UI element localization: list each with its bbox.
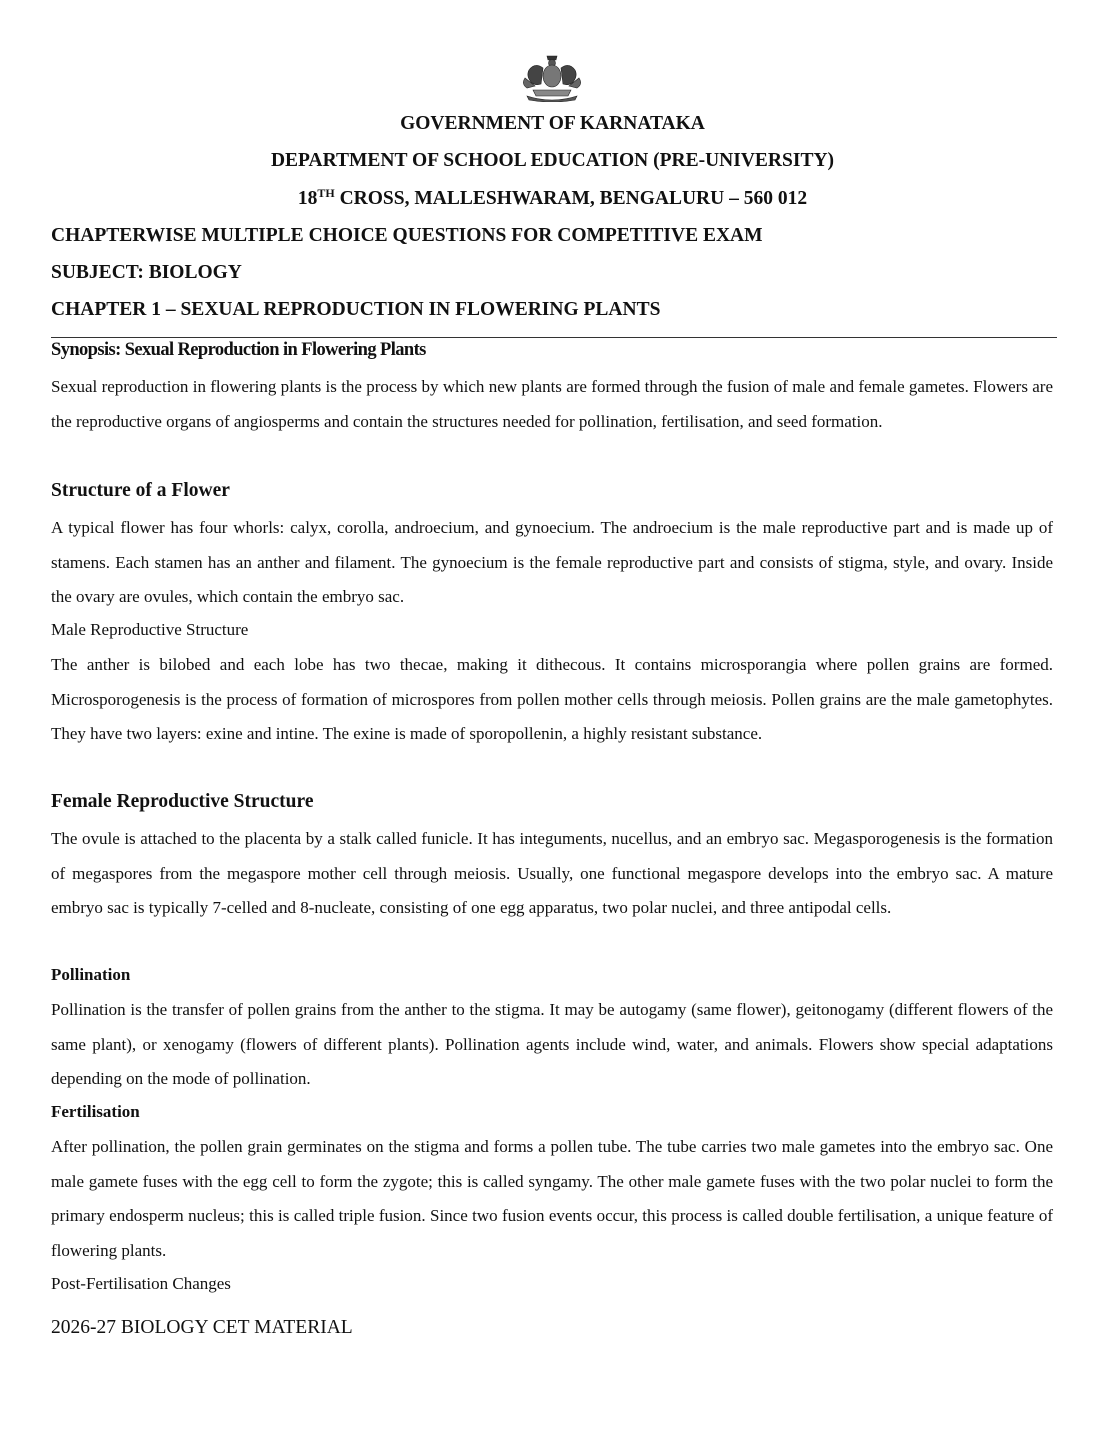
fertilisation-paragraph: After pollination, the pollen grain germinates on the stigma and forms a pollen tube. The tube carries two male gametes into the embryo sac. One male gamete fuses with the egg cell to form the zygote; this is called syngamy. The other male gamete fuses with the two polar nuclei to form the primary endosperm nucleus; this is called triple fusion. Since two fusion events occur, this process is called double fertilisation, a unique feature of flowering plants.: [51, 1137, 1053, 1260]
female-paragraph: The ovule is attached to the placenta by a stalk called funicle. It has integuments, nucellus, and an embryo sac. Megasporogenesis is the formation of megaspores from the megaspore mother cell through meiosis. Usually, one functional megaspore develops into the embryo sac. A mature embryo sac is typically 7-celled and 8-nucleate, consisting of one egg apparatus, two polar nuclei, and three antipodal cells.: [51, 829, 1053, 917]
post-fertilisation-heading: Post-Fertilisation Changes: [51, 1274, 231, 1293]
divider-rule: [51, 337, 1057, 338]
subject-title: SUBJECT: BIOLOGY: [51, 262, 242, 283]
address-superscript: TH: [317, 186, 335, 200]
footer-label: 2026-27 BIOLOGY CET MATERIAL: [51, 1317, 353, 1338]
chapter-title: CHAPTER 1 – SEXUAL REPRODUCTION IN FLOWERING PLANTS: [51, 299, 661, 320]
synopsis-paragraph: Sexual reproduction in flowering plants is the process by which new plants are formed through the fusion of male and female gametes. Flowers are the reproductive organs of angiosperms and contain the structures needed for pollination, fertilisation, and seed formation.: [51, 377, 1053, 431]
address-number: 18: [297, 188, 318, 209]
pollination-heading: Pollination: [51, 965, 131, 984]
structure-paragraph: A typical flower has four whorls: calyx, corolla, androecium, and gynoecium. The androecium is the male reproductive part and is made up of stamens. Each stamen has an anther and filament. The gynoecium is the female reproductive part and consists of stigma, style, and ovary. Inside the ovary are ovules, which contain the embryo sac.: [51, 518, 1053, 606]
address-rest: CROSS, MALLESHWARAM, BENGALURU – 560 012: [334, 188, 808, 209]
karnataka-emblem-icon: [519, 54, 585, 102]
exam-title: CHAPTERWISE MULTIPLE CHOICE QUESTIONS FOR COMPETITIVE EXAM: [51, 225, 763, 246]
header-government: GOVERNMENT OF KARNATAKA: [400, 113, 705, 134]
fertilisation-heading: Fertilisation: [51, 1102, 140, 1121]
female-heading: Female Reproductive Structure: [51, 791, 314, 812]
male-paragraph: The anther is bilobed and each lobe has two thecae, making it dithecous. It contains microsporangia where pollen grains are formed. Microsporogenesis is the process of formation of microspores from pollen mother cells through meiosis. Pollen grains are the male gametophytes. They have two layers: exine and intine. The exine is made of sporopollenin, a highly resistant substance.: [51, 655, 1053, 743]
male-heading: Male Reproductive Structure: [51, 620, 249, 639]
header-department: DEPARTMENT OF SCHOOL EDUCATION (PRE-UNIVERSITY): [270, 150, 835, 171]
synopsis-heading: Synopsis: Sexual Reproduction in Flowering Plants: [51, 340, 426, 360]
structure-heading: Structure of a Flower: [51, 480, 230, 501]
header-address: [0, 186, 1105, 210]
pollination-paragraph: Pollination is the transfer of pollen grains from the anther to the stigma. It may be autogamy (same flower), geitonogamy (different flowers of the same plant), or xenogamy (flowers of different plants). Pollination agents include wind, water, and animals. Flowers show special adaptations depending on the mode of pollination.: [51, 1000, 1053, 1088]
